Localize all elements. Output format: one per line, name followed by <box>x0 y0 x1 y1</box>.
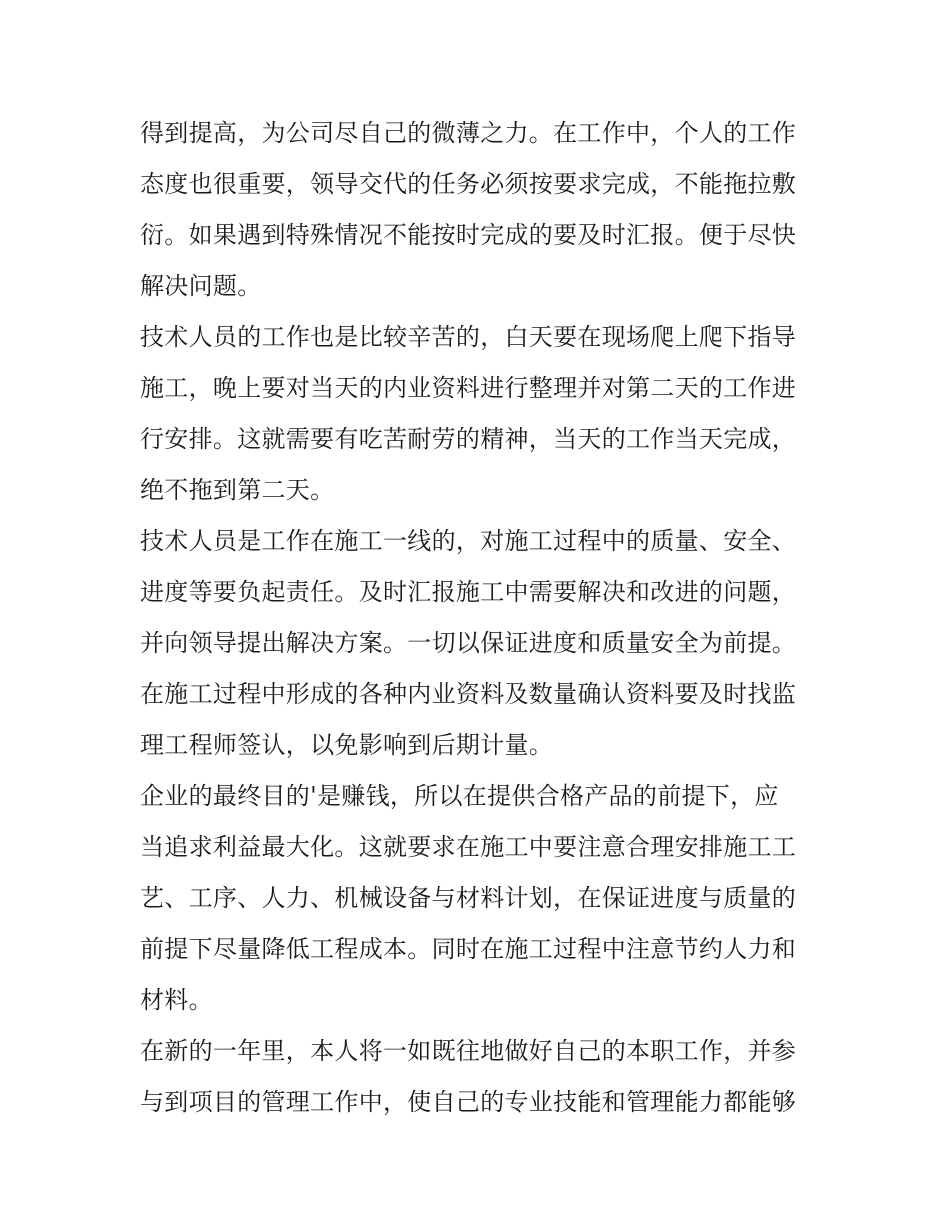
text-line: 在新的一年里，本人将一如既往地做好自己的本职工作，并参 <box>140 1037 797 1065</box>
text-line: 态度也很重要，领导交代的任务必须按要求完成，不能拖拉敷 <box>140 170 797 198</box>
text-line: 解决问题。 <box>140 272 262 300</box>
text-line: 施工，晚上要对当天的内业资料进行整理并对第二天的工作进 <box>140 374 797 402</box>
text-line: 材料。 <box>140 986 213 1014</box>
text-line: 衍。如果遇到特殊情况不能按时完成的要及时汇报。便于尽快 <box>140 221 797 249</box>
text-line: 并向领导提出解决方案。一切以保证进度和质量安全为前提。 <box>140 629 797 657</box>
text-line: 绝不拖到第二天。 <box>140 476 335 504</box>
paragraph-1 <box>140 108 820 312</box>
text-line: 行安排。这就需要有吃苦耐劳的精神，当天的工作当天完成， <box>140 425 797 453</box>
text-line: 与到项目的管理工作中，使自己的专业技能和管理能力都能够 <box>140 1088 797 1116</box>
text-line: 进度等要负起责任。及时汇报施工中需要解决和改进的问题， <box>140 578 797 606</box>
paragraph-3 <box>140 516 820 771</box>
text-line: 当追求利益最大化。这就要求在施工中要注意合理安排施工工 <box>140 833 797 861</box>
document-body <box>140 108 820 1128</box>
text-line: 前提下尽量降低工程成本。同时在施工过程中注意节约人力和 <box>140 935 797 963</box>
paragraph-5 <box>140 1026 820 1128</box>
text-line: 在施工过程中形成的各种内业资料及数量确认资料要及时找监 <box>140 680 797 708</box>
paragraph-2 <box>140 312 820 516</box>
text-line: 企业的最终目的'是赚钱，所以在提供合格产品的前提下，应 <box>140 782 779 810</box>
paragraph-4 <box>140 771 820 1026</box>
text-line: 技术人员是工作在施工一线的，对施工过程中的质量、安全、 <box>140 527 797 555</box>
text-line: 艺、工序、人力、机械设备与材料计划，在保证进度与质量的 <box>140 884 797 912</box>
text-line: 技术人员的工作也是比较辛苦的，白天要在现场爬上爬下指导 <box>140 323 797 351</box>
text-line: 理工程师签认，以免影响到后期计量。 <box>140 731 554 759</box>
text-line: 得到提高，为公司尽自己的微薄之力。在工作中，个人的工作 <box>140 119 797 147</box>
